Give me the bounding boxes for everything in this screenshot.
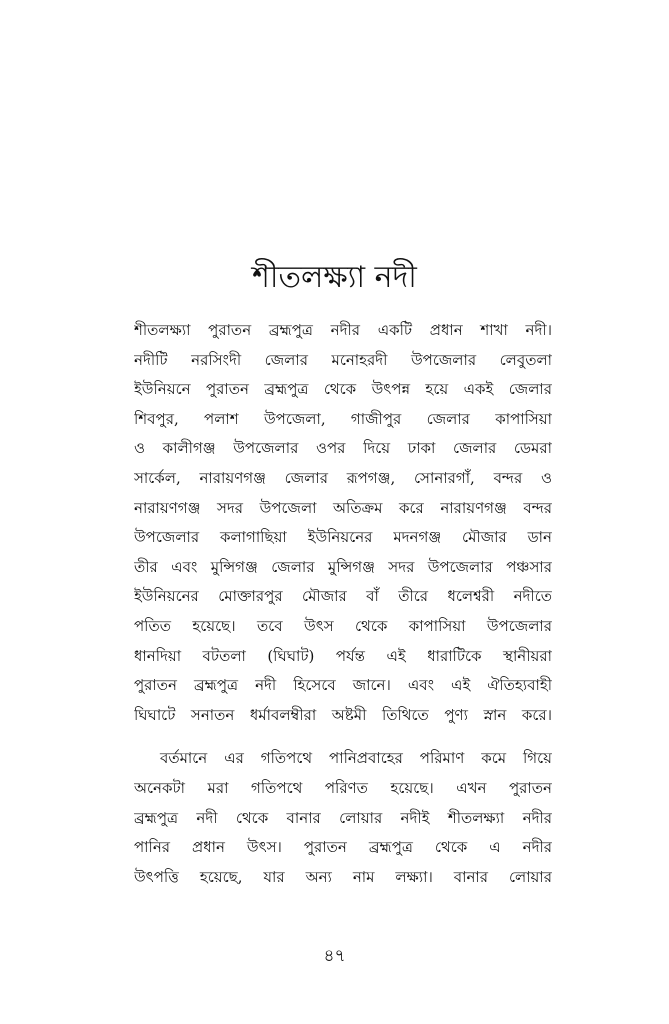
- text-line: ধানদিয়া বটতলা (ঘিঘাট) পর্যন্ত এই ধারাটিকে স্থানীয়রা: [134, 646, 552, 665]
- text-line: ঘিঘাটে সনাতন ধর্মাবলম্বীরা অষ্টমী তিথিতে পুণ্য স্নান করে।: [134, 705, 552, 724]
- text-line: উপজেলার কলাগাছিয়া ইউনিয়নের মদনগঞ্জ মৌজার ডান: [134, 528, 552, 547]
- text-line: ইউনিয়নের মোক্তারপুর মৌজার বাঁ তীরে ধলেশ্বরী নদীতে: [134, 587, 552, 606]
- text-line: নদীটি নরসিংদী জেলার মনোহরদী উপজেলার লেবুতলা: [134, 350, 552, 369]
- body-text: [134, 316, 552, 892]
- text-line: ইউনিয়নে পুরাতন ব্রহ্মপুত্র থেকে উৎপন্ন হয়ে একই জেলার: [134, 380, 552, 399]
- text-line: পানির প্রধান উৎস। পুরাতন ব্রহ্মপুত্র থেকে এ নদীর: [134, 838, 552, 857]
- text-line: উৎপত্তি হয়েছে, যার অন্য নাম লক্ষ্যা। বানার লোয়ার: [134, 867, 552, 886]
- text-line: সার্কেল, নারায়ণগঞ্জ জেলার রূপগঞ্জ, সোনারগাঁ, বন্দর ও: [134, 468, 552, 487]
- text-line: পুরাতন ব্রহ্মপুত্র নদী হিসেবে জানে। এবং এই ঐতিহ্যবাহী: [134, 676, 552, 695]
- text-line: শীতলক্ষ্যা পুরাতন ব্রহ্মপুত্র নদীর একটি প্রধান শাখা নদী।: [134, 321, 552, 339]
- text-line: শিবপুর, পলাশ উপজেলা, গাজীপুর জেলার কাপাসিয়া: [134, 409, 552, 428]
- text-line: নারায়ণগঞ্জ সদর উপজেলা অতিক্রম করে নারায়ণগঞ্জ বন্দর: [134, 498, 552, 517]
- text-line: অনেকটা মরা গতিপথে পরিণত হয়েছে। এখন পুরাতন: [134, 778, 552, 797]
- paragraph-1: [134, 316, 552, 730]
- text-line: পতিত হয়েছে। তবে উৎস থেকে কাপাসিয়া উপজেলার: [134, 616, 552, 635]
- text-line: বর্তমানে এর গতিপথে পানিপ্রবাহের পরিমাণ কমে গিয়ে: [160, 749, 552, 768]
- page-number: ৪৭: [323, 946, 346, 966]
- text-line: তীর এবং মুন্সিগঞ্জ জেলার মুন্সিগঞ্জ সদর উপজেলার পঞ্চসার: [134, 557, 552, 576]
- text-line: ব্রহ্মপুত্র নদী থেকে বানার লোয়ার নদীই শীতলক্ষ্যা নদীর: [134, 808, 552, 827]
- paragraph-2: [134, 744, 552, 892]
- paragraph-gap: [134, 730, 552, 744]
- text-line: ও কালীগঞ্জ উপজেলার ওপর দিয়ে ঢাকা জেলার ডেমরা: [134, 439, 552, 458]
- page-title: শীতলক্ষ্যা নদী: [252, 260, 417, 295]
